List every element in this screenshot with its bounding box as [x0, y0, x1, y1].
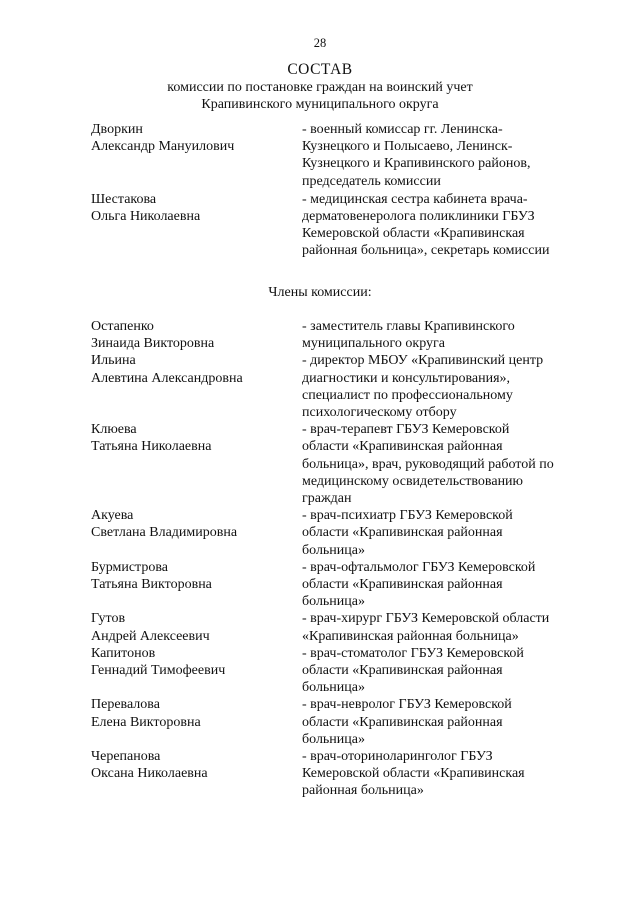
commission-entry	[91, 191, 591, 260]
person-role	[302, 748, 591, 800]
person-role	[302, 696, 591, 748]
given-names: Зинаида Викторовна	[91, 336, 215, 352]
person-name	[91, 507, 302, 541]
role-line: дерматовенеролога поликлиники ГБУЗ	[302, 209, 535, 225]
person-name	[91, 191, 302, 225]
surname: Клюева	[91, 422, 137, 438]
document-subtitle-line: комиссии по постановке граждан на воинский учет	[167, 80, 473, 95]
role-line: - врач-психиатр ГБУЗ Кемеровской	[302, 508, 513, 524]
role-line: «Крапивинская районная больница»	[302, 628, 519, 644]
role-line: Кемеровской области «Крапивинская	[302, 766, 525, 782]
role-line: больница»	[302, 542, 365, 558]
surname: Шестакова	[91, 191, 157, 207]
document-title: СОСТАВ	[287, 61, 353, 78]
role-line: области «Крапивинская районная	[302, 439, 503, 455]
person-role	[302, 318, 591, 352]
surname: Бурмистрова	[91, 559, 168, 575]
surname: Остапенко	[91, 319, 154, 334]
surname: Акуева	[91, 508, 134, 524]
role-line: психологическому отбору	[302, 405, 457, 421]
role-line: области «Крапивинская районная	[302, 714, 503, 730]
person-role	[302, 121, 591, 190]
given-names: Оксана Николаевна	[91, 766, 208, 782]
given-names: Светлана Владимировна	[91, 525, 238, 541]
role-line: Кузнецкого и Полысаево, Ленинск-	[302, 139, 513, 155]
surname: Черепанова	[91, 749, 161, 765]
given-names: Андрей Алексеевич	[91, 628, 210, 644]
role-line: - директор МБОУ «Крапивинский центр	[302, 353, 544, 369]
role-line: - врач-офтальмолог ГБУЗ Кемеровской	[302, 559, 536, 575]
role-line: граждан	[302, 491, 352, 507]
member-entry	[91, 645, 591, 697]
person-role	[302, 507, 591, 559]
person-role	[302, 352, 591, 421]
given-names: Геннадий Тимофеевич	[91, 663, 226, 679]
role-line: специалист по профессиональному	[302, 387, 513, 403]
page-number: 28	[313, 36, 327, 50]
role-line: диагностики и консультирования»,	[302, 370, 511, 386]
member-entry	[91, 610, 591, 644]
document-header	[0, 60, 640, 113]
given-names: Татьяна Викторовна	[91, 577, 212, 593]
commission-entry	[91, 121, 591, 190]
role-line: больница»	[302, 594, 365, 610]
person-role	[302, 191, 591, 260]
surname: Дворкин	[91, 122, 143, 137]
person-name	[91, 121, 302, 155]
role-line: - врач-невролог ГБУЗ Кемеровской	[302, 697, 512, 713]
person-name	[91, 645, 302, 679]
surname: Капитонов	[91, 645, 156, 661]
role-line: области «Крапивинская районная	[302, 525, 503, 541]
role-line: - заместитель главы Крапивинского	[302, 319, 515, 334]
member-entry	[91, 748, 591, 800]
role-line: больница»	[302, 680, 365, 696]
role-line: - врач-оториноларинголог ГБУЗ	[302, 749, 493, 765]
role-line: - медицинская сестра кабинета врача-	[302, 191, 528, 207]
member-entry	[91, 421, 591, 507]
person-name	[91, 610, 302, 644]
role-line: области «Крапивинская районная	[302, 577, 503, 593]
person-name	[91, 421, 302, 455]
given-names: Алевтина Александровна	[91, 370, 243, 386]
member-entry	[91, 559, 591, 611]
member-entry	[91, 352, 591, 421]
person-name	[91, 748, 302, 782]
member-entry	[91, 696, 591, 748]
member-entry	[91, 507, 591, 559]
surname: Гутов	[91, 611, 126, 627]
person-role	[302, 610, 591, 644]
person-role	[302, 559, 591, 611]
role-line: Кемеровской области «Крапивинская	[302, 226, 525, 242]
role-line: медицинскому освидетельствованию	[302, 473, 524, 489]
person-role	[302, 421, 591, 507]
role-line: - врач-хирург ГБУЗ Кемеровской области	[302, 611, 550, 627]
given-names: Александр Мануилович	[91, 139, 235, 155]
members-list	[91, 318, 591, 800]
surname: Перевалова	[91, 697, 160, 713]
members-heading: Члены комиссии:	[268, 285, 372, 300]
role-line: районная больница», секретарь комиссии	[302, 243, 550, 259]
leadership-list	[91, 121, 591, 260]
person-name	[91, 696, 302, 730]
surname: Ильина	[91, 353, 136, 369]
member-entry	[91, 318, 591, 352]
document-subtitle-line: Крапивинского муниципального округа	[201, 97, 439, 112]
person-role	[302, 645, 591, 697]
person-name	[91, 352, 302, 386]
role-line: муниципального округа	[302, 336, 445, 352]
given-names: Ольга Николаевна	[91, 209, 201, 225]
person-name	[91, 318, 302, 352]
given-names: Татьяна Николаевна	[91, 439, 212, 455]
given-names: Елена Викторовна	[91, 714, 201, 730]
role-line: - военный комиссар гг. Ленинска-	[302, 122, 503, 137]
role-line: области «Крапивинская районная	[302, 663, 503, 679]
role-line: больница», врач, руководящий работой по	[302, 456, 554, 472]
role-line: больница»	[302, 731, 365, 747]
role-line: Кузнецкого и Крапивинского районов,	[302, 156, 531, 172]
role-line: - врач-терапевт ГБУЗ Кемеровской	[302, 422, 510, 438]
role-line: - врач-стоматолог ГБУЗ Кемеровской	[302, 645, 524, 661]
role-line: председатель комиссии	[302, 173, 441, 189]
person-name	[91, 559, 302, 593]
role-line: районная больница»	[302, 783, 424, 799]
